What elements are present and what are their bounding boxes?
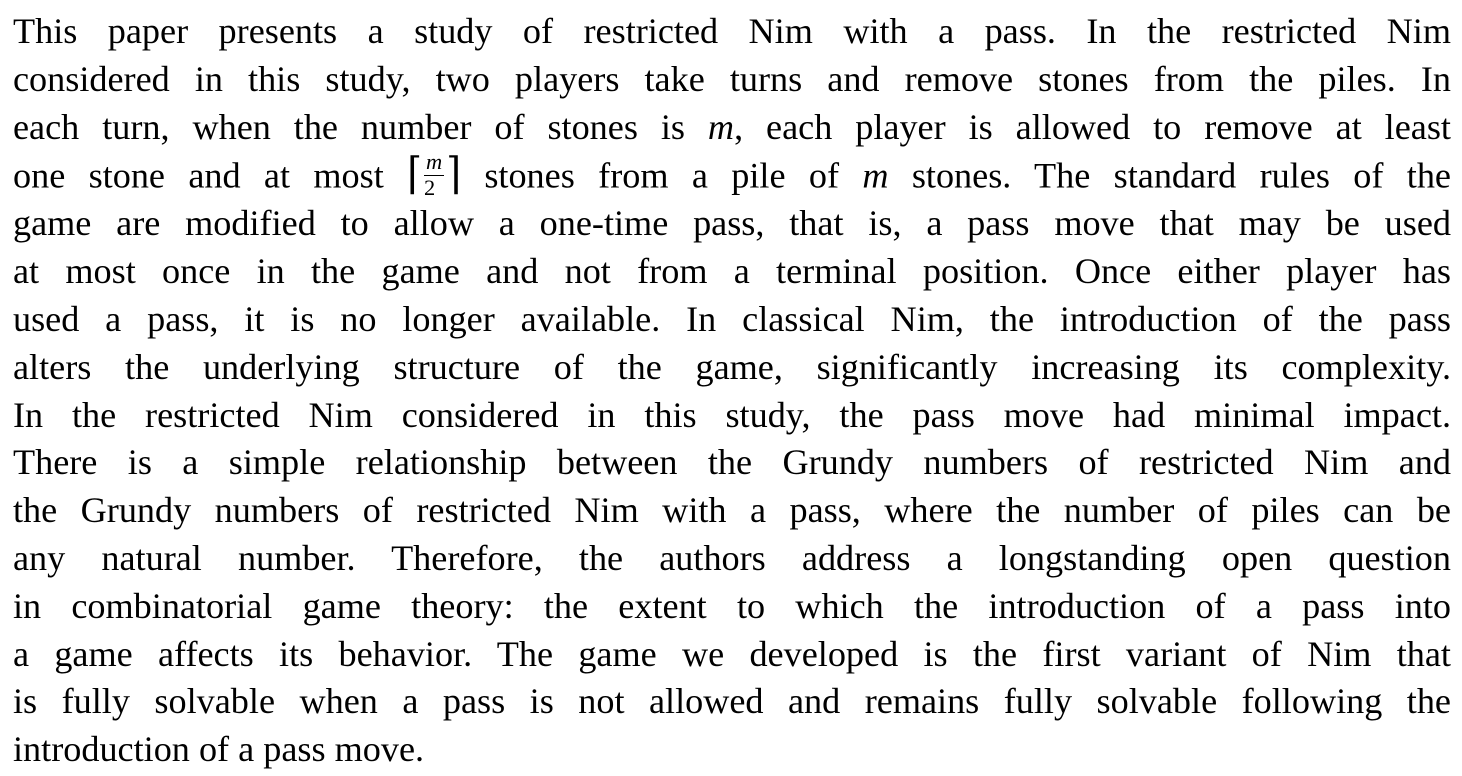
abstract-line-3-text-a: each turn, when the number of stones is xyxy=(13,106,708,147)
abstract-line-4-text-b: stones from a pile of xyxy=(460,155,863,196)
abstract-line-10: There is a simple relationship between the Grundy numbers of restricted Nim and xyxy=(13,442,1451,483)
abstract-line-16: introduction of a pass move. xyxy=(13,729,425,770)
abstract-line-11: the Grundy numbers of restricted Nim with a pass, where the number of piles can be xyxy=(13,490,1451,531)
math-variable-m: m xyxy=(707,106,735,147)
abstract-line-9: In the restricted Nim considered in this study, the pass move had minimal impact. xyxy=(13,394,1451,435)
abstract-line-12: any natural number. Therefore, the authors address a longstanding open question xyxy=(13,538,1451,579)
abstract-line-15: is fully solvable when a pass is not allowed and remains fully solvable following the xyxy=(13,681,1451,722)
abstract-line-13: in combinatorial game theory: the extent to which the introduction of a pass into xyxy=(13,585,1451,626)
abstract-line-5: game are modified to allow a one-time pass, that is, a pass move that may be used xyxy=(13,203,1451,244)
math-variable-m-2: m xyxy=(862,155,889,196)
abstract-line-4-text-c: stones. The standard rules of the xyxy=(888,155,1451,196)
math-fraction-denominator: 2 xyxy=(423,174,436,200)
abstract-line-14: a game affects its behavior. The game we developed is the first variant of Nim that xyxy=(13,633,1451,674)
abstract-line-6: at most once in the game and not from a terminal position. Once either player has xyxy=(13,251,1451,292)
abstract-line-3-text-b: , each player is allowed to remove at least xyxy=(734,106,1451,147)
abstract-line-4 xyxy=(13,151,1451,200)
math-fraction xyxy=(424,151,444,199)
math-ceil-left: ⌈ xyxy=(407,150,422,199)
abstract-paragraph xyxy=(13,8,1451,774)
abstract-line-7: used a pass, it is no longer available. In classical Nim, the introduction of the pass xyxy=(13,299,1451,340)
math-fraction-numerator: m xyxy=(425,149,443,175)
abstract-line-4-text-a: one stone and at most xyxy=(13,155,408,196)
abstract-line-2: considered in this study, two players take turns and remove stones from the piles. In xyxy=(13,58,1451,99)
math-ceil-right: ⌉ xyxy=(446,150,461,199)
abstract-line-1: This paper presents a study of restricted Nim with a pass. In the restricted Nim xyxy=(13,11,1451,51)
abstract-line-3 xyxy=(13,104,1451,152)
abstract-line-8: alters the underlying structure of the game, significantly increasing its complexity. xyxy=(13,346,1451,387)
